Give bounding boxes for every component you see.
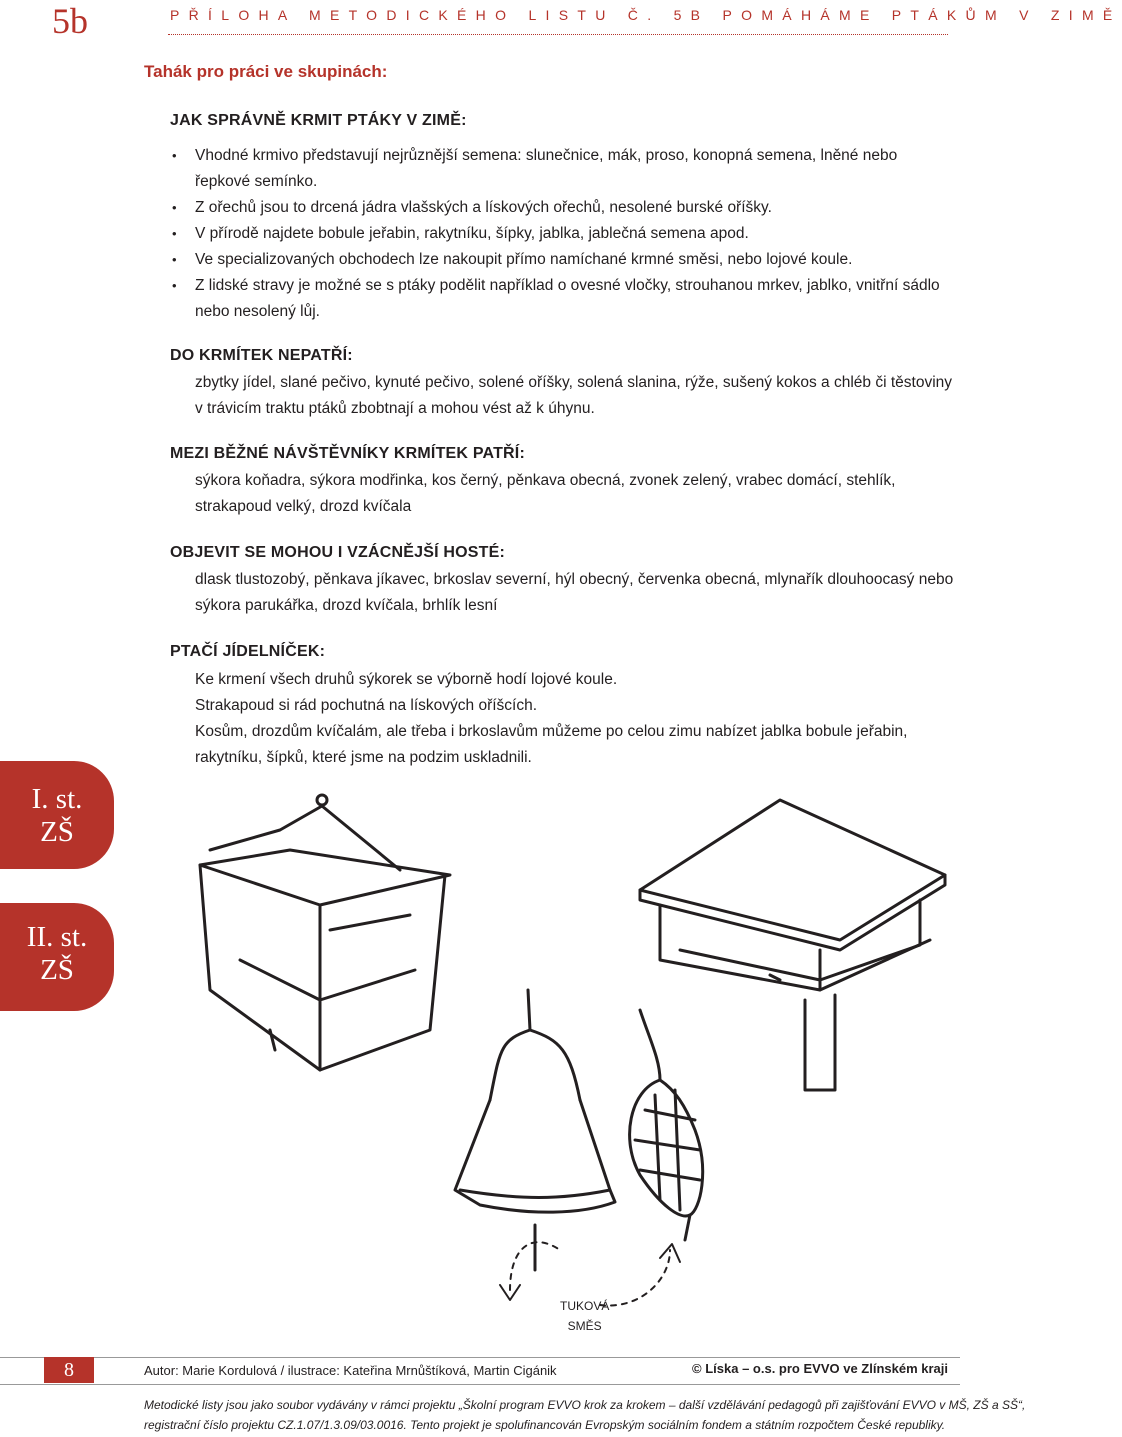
heading-forbidden: DO KRMÍTEK NEPATŘÍ: [170,347,353,364]
footer-registration-line: registrační číslo projektu CZ.1.07/1.3.09/03.0016. Tento projekt je spolufinancován Evropským sociálním fondem a státním rozpočtem České republiky. [144,1418,946,1432]
menu-line: Ke krmení všech druhů sýkorek se výborně hodí lojové koule. [195,671,618,688]
heading-feeding: JAK SPRÁVNĚ KRMIT PTÁKY V ZIMĚ: [170,112,467,129]
menu-line: Kosům, drozdům kvíčalám, ale třeba i brkoslavům můžeme po celou zimu nabízet jablka bobule jeřabin, rakytníku, šípků, které jsme na podzim uskladnili. [195,723,908,766]
list-item: • V přírodě najdete bobule jeřabin, rakytníku, šípky, jablka, jablečná semena apod. [170,221,950,247]
fat-mix-label: TUKOVÁ SMĚS [560,1299,610,1333]
list-item: • Z ořechů jsou to drcená jádra vlašských a lískových ořechů, nesolené burské oříšky. [170,195,950,221]
list-item: • Ve specializovaných obchodech lze nakoupit přímo namíchané krmné směsi, nebo lojové koule. [170,247,950,273]
hanging-box-feeder-icon [200,795,450,1070]
page-section-number: 5b [52,1,88,41]
heading-menu: PTAČÍ JÍDELNÍČEK: [170,643,326,660]
bell-fat-feeder-icon [455,990,615,1270]
common-visitors-text: sýkora koňadra, sýkora modřinka, kos černý, pěnkava obecná, zvonek zelený, vrabec domácí, stehlík, strakapoud velký, drozd kvíčala [195,472,896,515]
bird-feeders-illustration [180,780,960,1340]
menu-line: Strakapoud si rád pochutná na lískových oříšcích. [195,697,538,714]
header-title: PŘÍLOHA METODICKÉHO LISTU Č. 5B POMÁHÁME PTÁKŮM V ZIMĚ [170,7,1122,23]
tab-level-2[interactable]: II. st. ZŠ [0,903,114,1011]
footer-publisher: © Líska – o.s. pro EVVO ve Zlínském kraji [692,1361,948,1376]
footer-author: Autor: Marie Kordulová / ilustrace: Kateřina Mrnůštíková, Martin Cigánik [144,1363,557,1378]
pinecone-fat-mix-icon [630,1010,703,1240]
forbidden-text: zbytky jídel, slané pečivo, kynuté pečivo, solené oříšky, solená slanina, rýže, sušený kokos a chléb či těstoviny v trávicím traktu ptáků zbobtnají a mohou vést až k úhynu. [195,374,953,417]
feeding-list [170,143,950,325]
heading-rare-guests: OBJEVIT SE MOHOU I VZÁCNĚJŠÍ HOSTÉ: [170,544,506,561]
footer-project-line: Metodické listy jsou jako soubor vydávány v rámci projektu „Školní program EVVO krok za krokem – další vzdělávání pedagogů při zajišťování EVVO v MŠ, ZŠ a SŠ“, [144,1398,1026,1412]
page-number: 8 [44,1357,94,1383]
list-item: • Z lidské stravy je možné se s ptáky podělit například o ovesné vločky, strouhanou mrkev, jablko, vnitřní sádlo nebo nesolený lůj. [170,273,950,325]
platform-feeder-icon [640,800,945,1090]
page-subtitle: Tahák pro práci ve skupinách: [144,62,388,81]
menu-text [195,667,955,771]
tab-level-1[interactable]: I. st. ZŠ [0,761,114,869]
list-item: • Vhodné krmivo představují nejrůznější semena: slunečnice, mák, proso, konopná semena, lněné nebo řepkové semínko. [170,143,950,195]
heading-common-visitors: MEZI BĚŽNÉ NÁVŠTĚVNÍKY KRMÍTEK PATŘÍ: [170,445,525,462]
header-divider [168,34,948,35]
rare-guests-text: dlask tlustozobý, pěnkava jíkavec, brkoslav severní, hýl obecný, červenka obecná, mlynařík dlouhoocasý nebo sýkora parukářka, drozd kvíčala, brhlík lesní [195,571,954,614]
